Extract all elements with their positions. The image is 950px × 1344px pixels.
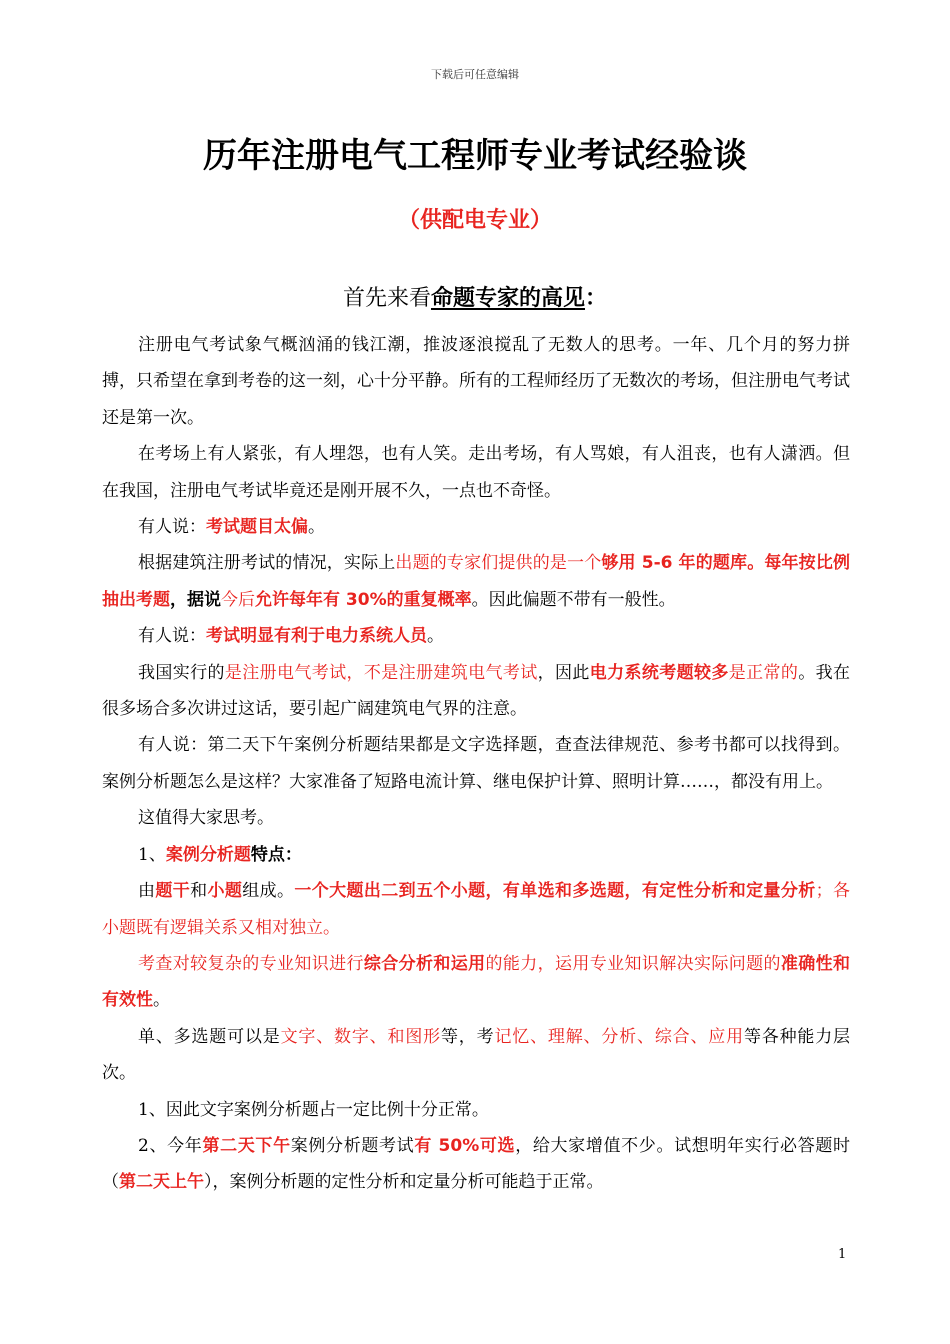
text-run: ），案例分析题的定性分析和定量分析可能趋于正常。 [204, 1172, 604, 1193]
emphasis-run: 综合分析和运用 [363, 953, 486, 974]
emphasis-run: 第二天下午 [202, 1135, 291, 1156]
lead-prefix: 首先来看 [342, 286, 431, 311]
lead-heading [0, 281, 950, 312]
paragraph-10 [102, 873, 850, 946]
highlight-run: 出题的专家们提供的是一个 [395, 553, 602, 574]
text-run: 根据建筑注册考试的情况，实际上 [138, 553, 396, 574]
highlight-run: ；各小题既有逻辑关系又相对独立。 [102, 881, 850, 938]
emphasis-run: 小题 [207, 881, 243, 902]
text-run: ，因此 [537, 662, 590, 683]
emphasis-run: 准确性和有效性 [102, 953, 850, 1011]
emphasis-run: 一个大题出二到五个小题，有单选和多选题，有定性分析和定量分析 [294, 881, 816, 902]
paragraph-12 [102, 1019, 850, 1092]
text-run: 组成。 [242, 881, 295, 902]
emphasis-run: 题干 [155, 881, 191, 902]
text-run: 有人说： [138, 517, 206, 538]
page-number: 1 [838, 1247, 847, 1262]
emphasis-run: 第二天上午 [119, 1172, 204, 1193]
lead-highlight: 命题专家的高见 [430, 286, 585, 311]
paragraph-5 [102, 618, 850, 654]
paragraph-2: 在考场上有人紧张，有人埋怨，也有人笑。走出考场，有人骂娘，有人沮丧，也有人潇洒。但在我国，注册电气考试毕竟还是刚开展不久，一点也不奇怪。 [102, 444, 850, 501]
text-run: 单、多选题可以是 [138, 1026, 281, 1047]
paragraph-11 [102, 946, 850, 1019]
text-run: 案例分析题考试 [290, 1135, 415, 1156]
emphasis-run: 考试题目太偏 [206, 517, 308, 538]
text-run: 。 [308, 517, 325, 538]
emphasis-run: 有 50%可选 [414, 1135, 516, 1156]
text-run: ，据说 [170, 589, 221, 610]
emphasis-run: 允许每年有 30%的重复概率 [255, 589, 472, 610]
document-title: 历年注册电气工程师专业考试经验谈 [203, 136, 747, 176]
highlight-run: 的能力，运用专业知识解决实际问题的 [485, 953, 781, 974]
highlight-run: 是注册电气考试，不是注册建筑电气考试 [224, 662, 538, 683]
text-run: 我国实行的 [138, 662, 225, 683]
paragraph-13: 1、因此文字案例分析题占一定比例十分正常。 [138, 1099, 489, 1120]
emphasis-run: 够用 5-6 年的题库。每年按比例抽出考题 [102, 553, 851, 610]
emphasis-run: 电力系统考题较多 [589, 662, 729, 683]
emphasis-run: 案例分析题 [165, 844, 251, 865]
text-run: 1、 [138, 844, 166, 865]
paragraph-6 [102, 655, 850, 728]
text-run: 2、今年 [138, 1135, 203, 1156]
highlight-run: 考查对较复杂的专业知识进行 [138, 953, 364, 974]
emphasis-run: 考试明显有利于电力系统人员 [206, 626, 427, 647]
highlight-run: 记忆、理解、分析、综合、应用 [494, 1026, 744, 1047]
text-run: 。 [153, 990, 170, 1011]
text-run: 等，考 [440, 1026, 495, 1047]
text-run: 有人说： [138, 626, 206, 647]
text-run: 特点： [250, 844, 302, 865]
text-run: 。我在很多场合多次讲过这话，要引起广阔建筑电气界的注意。 [102, 662, 850, 720]
text-run: 。 [427, 626, 444, 647]
text-run: 等各种能力层次。 [102, 1026, 851, 1084]
paragraph-8: 这值得大家思考。 [138, 808, 274, 829]
text-run: ，给大家增值不少。试想明年实行必答题时（ [102, 1135, 851, 1193]
paragraph-7: 有人说：第二天下午案例分析题结果都是文字选择题，查查法律规范、参考书都可以找得到。案例分析题怎么是这样？大家准备了短路电流计算、继电保护计算、照明计算……，都没有用上。 [102, 735, 850, 792]
paragraph-4 [102, 545, 850, 618]
text-run: 。因此偏题不带有一般性。 [471, 589, 676, 610]
paragraph-14 [102, 1128, 850, 1201]
text-run: 和 [190, 881, 208, 902]
document-body [102, 327, 850, 1201]
highlight-run: 今后 [221, 589, 255, 610]
document-subtitle: （供配电专业） [397, 208, 552, 233]
highlight-run: 文字、数字、和图形 [280, 1026, 441, 1047]
lead-suffix: ： [585, 286, 608, 311]
text-run: 由 [138, 881, 156, 902]
paragraph-3 [102, 509, 850, 545]
paragraph-9 [102, 837, 850, 873]
paragraph-1: 注册电气考试象气概汹涌的钱江潮，推波逐浪搅乱了无数人的思考。一年、几个月的努力拼搏，只希望在拿到考卷的这一刻，心十分平静。所有的工程师经历了无数次的考场，但注册电气考试还是第一次。 [102, 335, 850, 428]
highlight-run: 是正常的 [728, 662, 799, 683]
header-note: 下载后可任意编辑 [431, 68, 519, 81]
